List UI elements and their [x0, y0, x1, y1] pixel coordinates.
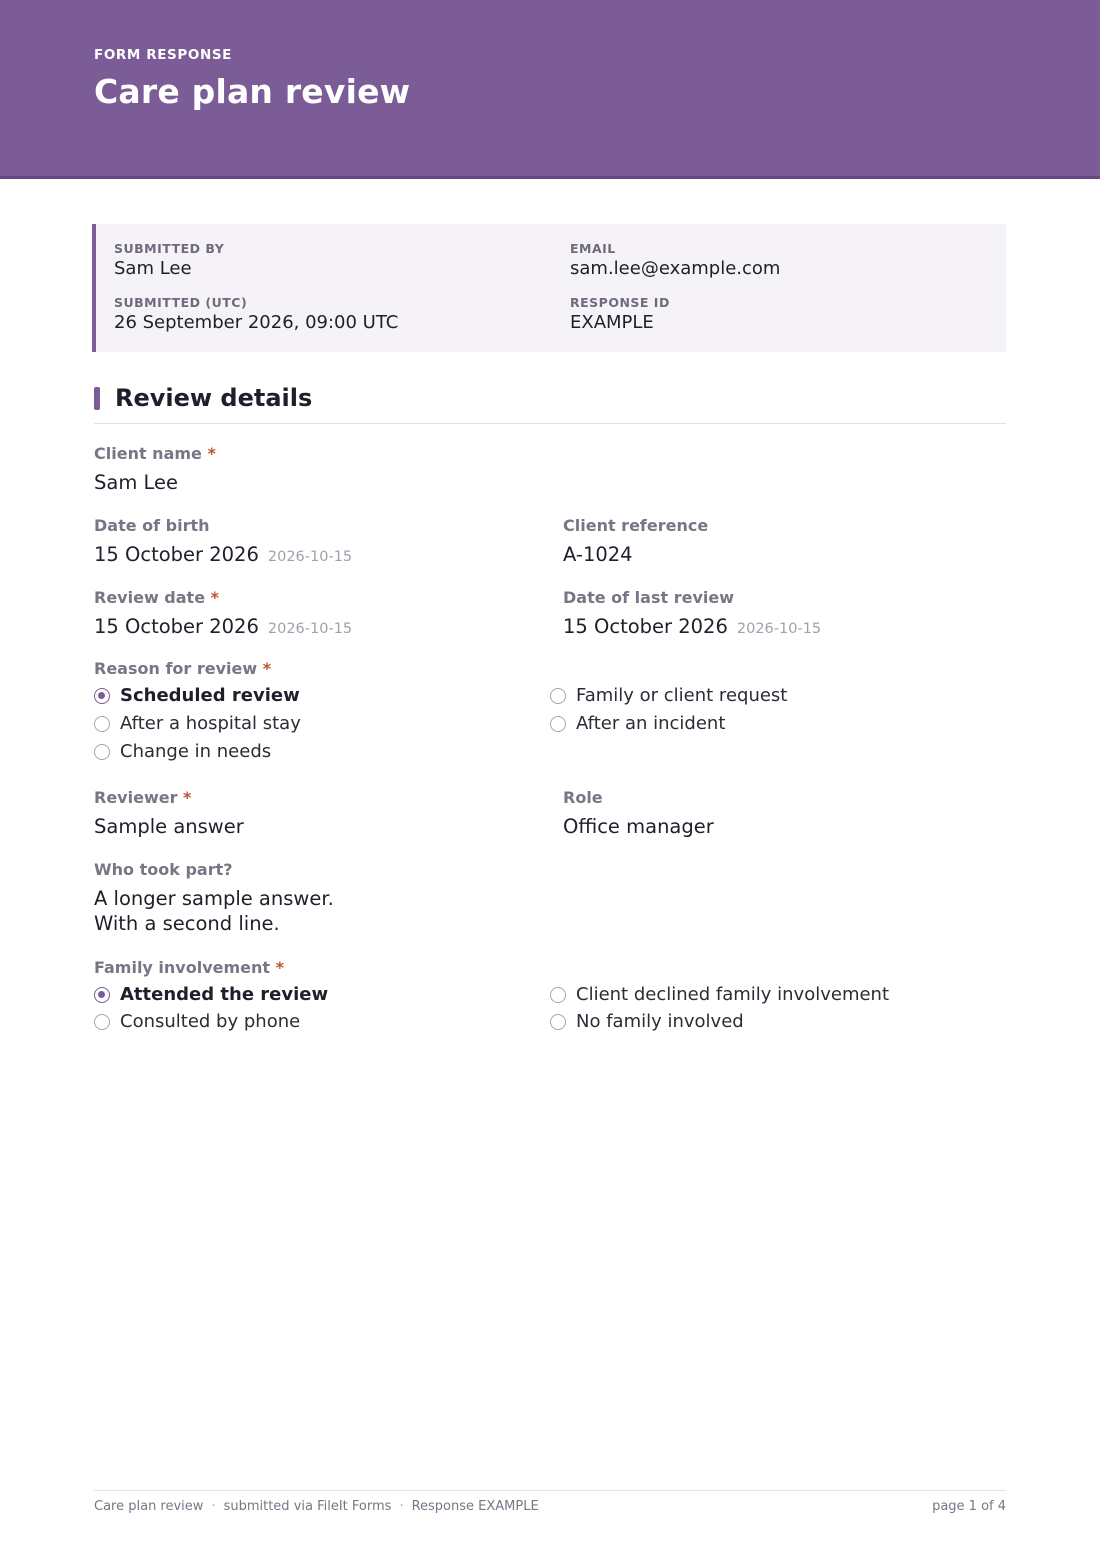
submitted-by-label: SUBMITTED BY: [114, 241, 225, 256]
submitted-utc-label: SUBMITTED (UTC): [114, 295, 248, 310]
required-marker: *: [262, 659, 272, 678]
page-title: Care plan review: [94, 72, 411, 111]
radio-checked-icon: [94, 688, 110, 704]
submitted-utc: [114, 295, 398, 334]
date-of-last-review-text: 15 October 2026: [563, 615, 728, 638]
radio-option: [94, 713, 301, 735]
footer-info: [94, 1499, 539, 1514]
client-name-label: Client name: [94, 444, 202, 463]
option-label: After an incident: [576, 713, 726, 734]
radio-unchecked-icon: [94, 716, 110, 732]
radio-option-selected: [94, 984, 328, 1006]
field-label: [94, 588, 352, 608]
review-date-text: 15 October 2026: [94, 615, 259, 638]
option-label: No family involved: [576, 1011, 744, 1032]
field-date-of-birth: [94, 516, 352, 570]
page-footer: [94, 1490, 1006, 1514]
date-of-last-review-value: [563, 614, 821, 642]
date-of-last-review-label: Date of last review: [563, 588, 734, 607]
field-family-involvement: [94, 958, 284, 978]
review-date-iso: 2026-10-15: [267, 621, 353, 637]
reason-for-review-label: Reason for review: [94, 659, 258, 678]
radio-unchecked-icon: [550, 688, 566, 704]
response-id-label: RESPONSE ID: [570, 295, 670, 310]
client-reference-value: A-1024: [563, 543, 633, 566]
reviewer-value: Sample answer: [94, 815, 244, 838]
radio-option: [550, 713, 725, 735]
field-label: [94, 659, 271, 679]
option-label: Scheduled review: [120, 685, 300, 706]
option-label: Attended the review: [120, 984, 329, 1005]
who-took-part-label: Who took part?: [94, 860, 233, 879]
field-reason-for-review: [94, 659, 271, 679]
option-label: Change in needs: [120, 741, 272, 762]
family-involvement-label: Family involvement: [94, 958, 271, 977]
option-label: Client declined family involvement: [576, 984, 890, 1005]
footer-via: submitted via FileIt Forms: [223, 1499, 392, 1514]
role-label: Role: [563, 788, 603, 807]
radio-unchecked-icon: [550, 1014, 566, 1030]
email-label: EMAIL: [570, 241, 616, 256]
radio-option-selected: [94, 685, 300, 707]
date-of-last-review-iso: 2026-10-15: [736, 621, 822, 637]
answer-line: With a second line.: [94, 912, 280, 935]
submitted-by-value: Sam Lee: [114, 258, 192, 279]
page-number: page 1 of 4: [932, 1499, 1006, 1514]
field-label: [94, 788, 244, 808]
radio-unchecked-icon: [94, 744, 110, 760]
option-label: Consulted by phone: [120, 1011, 301, 1032]
field-reviewer: [94, 788, 244, 839]
footer-form-name: Care plan review: [94, 1499, 204, 1514]
date-of-birth-label: Date of birth: [94, 516, 210, 535]
role-value: Office manager: [563, 815, 714, 838]
field-client-reference: [563, 516, 708, 567]
required-marker: *: [183, 788, 192, 807]
radio-unchecked-icon: [550, 987, 566, 1003]
email: [570, 241, 780, 280]
radio-option: [550, 1011, 744, 1033]
section-title: Review details: [115, 384, 313, 412]
client-reference-label: Client reference: [563, 516, 709, 535]
date-of-birth-text: 15 October 2026: [94, 543, 259, 566]
field-label: [94, 958, 284, 978]
date-of-birth-iso: 2026-10-15: [267, 549, 353, 565]
option-label: After a hospital stay: [120, 713, 301, 734]
field-client-name: [94, 444, 216, 495]
footer-separator: ·: [211, 1499, 216, 1514]
response-id-value: EXAMPLE: [570, 312, 654, 333]
field-role: [563, 788, 714, 839]
client-name-value: Sam Lee: [94, 471, 179, 494]
date-of-birth-value: [94, 542, 352, 570]
radio-checked-icon: [94, 987, 110, 1003]
radio-option: [550, 685, 787, 707]
option-label: Family or client request: [576, 685, 788, 706]
field-who-took-part: [94, 860, 334, 936]
form-response-kicker: FORM RESPONSE: [94, 47, 232, 63]
section-accent-bar: [94, 387, 100, 410]
field-label: [94, 444, 216, 464]
field-date-of-last-review: [563, 588, 821, 642]
radio-option: [94, 741, 271, 763]
radio-option: [550, 984, 889, 1006]
required-marker: *: [207, 444, 216, 463]
required-marker: *: [210, 588, 219, 607]
footer-response: Response EXAMPLE: [411, 1499, 539, 1514]
submitted-by: [114, 241, 224, 280]
section-review-details: [94, 384, 1006, 424]
who-took-part-value: [94, 886, 334, 936]
review-date-value: [94, 614, 352, 642]
required-marker: *: [275, 958, 285, 977]
field-review-date: [94, 588, 352, 642]
review-date-label: Review date: [94, 588, 206, 607]
radio-option: [94, 1011, 300, 1033]
footer-separator: ·: [399, 1499, 404, 1514]
radio-unchecked-icon: [94, 1014, 110, 1030]
response-id: [570, 295, 670, 334]
submission-meta: [92, 224, 1006, 352]
submitted-utc-value: 26 September 2026, 09:00 UTC: [114, 312, 399, 333]
header-banner: [0, 0, 1100, 179]
email-value: sam.lee@example.com: [570, 258, 781, 279]
reviewer-label: Reviewer: [94, 788, 178, 807]
radio-unchecked-icon: [550, 716, 566, 732]
answer-line: A longer sample answer.: [94, 887, 334, 910]
